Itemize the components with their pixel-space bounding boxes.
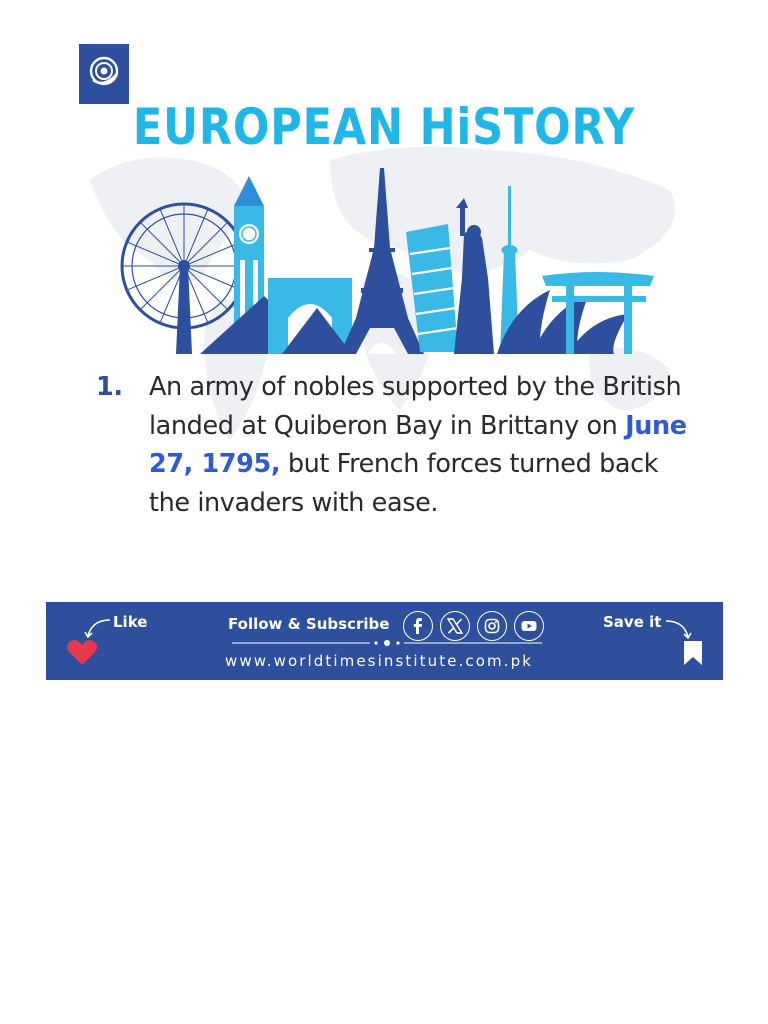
x-icon[interactable]	[440, 611, 470, 641]
curved-arrow-icon	[662, 617, 692, 641]
fact-text-before: An army of nobles supported by the British landed at Quiberon Bay in Brittany on	[149, 372, 682, 441]
instagram-icon[interactable]	[477, 611, 507, 641]
fact-date-highlight: June 27, 1795,	[149, 410, 687, 479]
like-label: Like	[113, 613, 148, 631]
heart-icon[interactable]	[66, 639, 98, 667]
brand-logo	[79, 44, 129, 104]
landmarks-skyline-illustration	[112, 168, 658, 356]
website-url[interactable]: www.worldtimesinstitute.com.pk	[225, 652, 534, 670]
fact-text-after: but French forces turned back the invaders with ease.	[149, 449, 659, 518]
page-title: EUROPEAN HiSTORY	[132, 98, 636, 156]
brand-logo-icon	[79, 44, 129, 104]
fact-number: 1.	[96, 372, 123, 402]
curved-arrow-icon	[84, 616, 114, 640]
bookmark-icon[interactable]	[683, 640, 703, 666]
facebook-icon[interactable]	[403, 611, 433, 641]
fact-text	[149, 368, 697, 522]
footer-bar	[46, 602, 723, 680]
footer-divider	[232, 638, 542, 648]
youtube-icon[interactable]	[514, 611, 544, 641]
statue-of-liberty-icon	[454, 198, 494, 354]
follow-subscribe-label: Follow & Subscribe	[228, 615, 390, 633]
save-label: Save it	[603, 613, 662, 631]
